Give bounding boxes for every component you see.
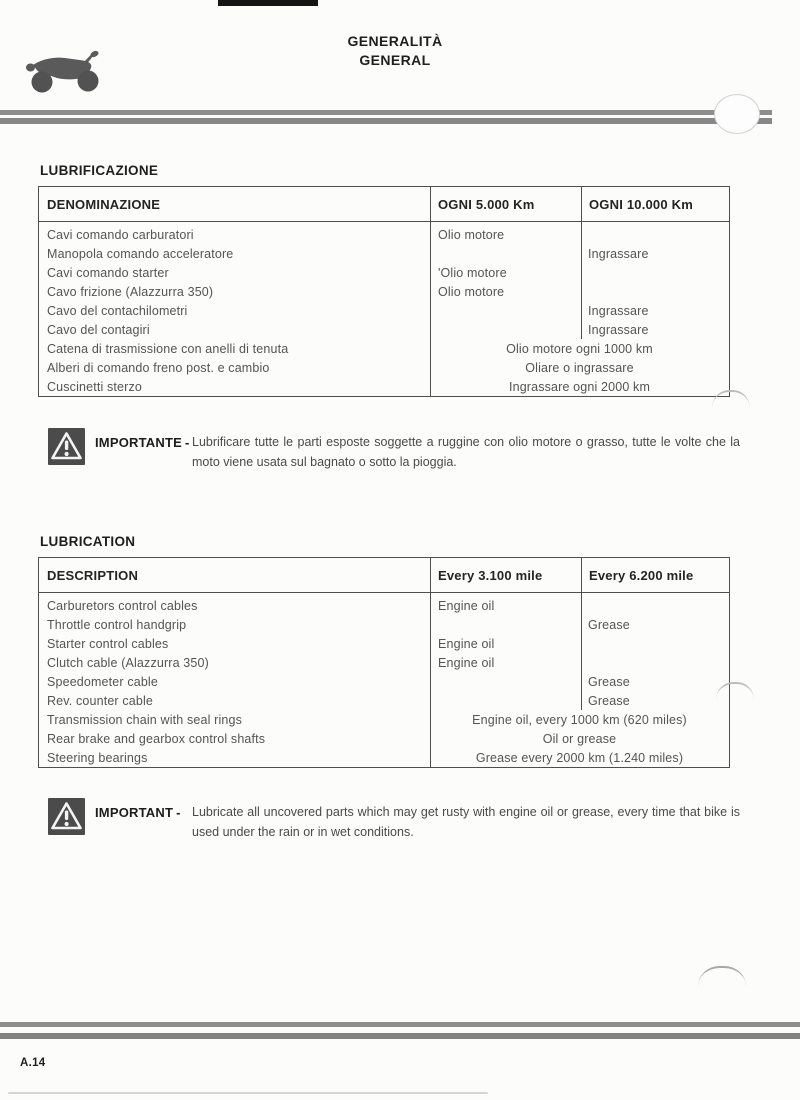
table-row bbox=[39, 263, 729, 282]
table-row bbox=[39, 339, 729, 358]
table-row bbox=[39, 377, 729, 396]
horizontal-rule bbox=[0, 1022, 800, 1027]
row-name: Cavo del contachilometri bbox=[47, 303, 188, 318]
row-name: Starter control cables bbox=[47, 636, 169, 651]
column-header-description: DESCRIPTION bbox=[47, 567, 139, 583]
table-body bbox=[39, 222, 729, 396]
row-name: Transmission chain with seal rings bbox=[47, 712, 242, 727]
note-text: Lubricate all uncovered parts which may get rusty with engine oil or grease, every time that bike is used under the rain or in wet conditions. bbox=[192, 805, 740, 839]
section-title-lubrication: LUBRICATION bbox=[40, 534, 136, 549]
row-name: Catena di trasmissione con anelli di tenuta bbox=[47, 341, 289, 356]
row-name: Cavi comando carburatori bbox=[47, 227, 194, 242]
column-header-denominazione: DENOMINAZIONE bbox=[47, 196, 161, 212]
row-interval-span: Engine oil, every 1000 km (620 miles) bbox=[472, 712, 687, 727]
row-name: Cavo del contagiri bbox=[47, 322, 150, 337]
note-label-text: IMPORTANT bbox=[95, 805, 174, 820]
page-title-english: GENERAL bbox=[359, 52, 431, 68]
row-interval-span: Oliare o ingrassare bbox=[525, 360, 634, 375]
horizontal-rule bbox=[0, 118, 772, 124]
row-name: Steering bearings bbox=[47, 750, 148, 765]
column-header-every-6200: Every 6.200 mile bbox=[589, 567, 694, 583]
scan-artifact-top-bar bbox=[218, 0, 318, 6]
note-label bbox=[95, 433, 192, 453]
row-name: Clutch cable (Alazzurra 350) bbox=[47, 655, 209, 670]
table-row bbox=[39, 710, 729, 729]
row-name: Carburetors control cables bbox=[47, 598, 198, 613]
table-header-row bbox=[39, 558, 729, 593]
column-header-ogni-5000: OGNI 5.000 Km bbox=[438, 196, 535, 212]
table-row bbox=[39, 282, 729, 301]
note-separator: - bbox=[176, 805, 181, 820]
table-row bbox=[39, 748, 729, 767]
table-column-divider bbox=[430, 187, 431, 396]
binder-hole bbox=[714, 94, 760, 134]
note-text: Lubrificare tutte le parti esposte soggette a ruggine con olio motore o grasso, tutte le volte che la moto viene usata sul bagnato o sotto la pioggia. bbox=[192, 435, 740, 469]
note-separator: - bbox=[184, 435, 190, 450]
row-name: Speedometer cable bbox=[47, 674, 158, 689]
row-interval-2: Ingrassare bbox=[588, 246, 649, 261]
table-row bbox=[39, 320, 729, 339]
table-body bbox=[39, 593, 729, 767]
table-row bbox=[39, 244, 729, 263]
row-name: Throttle control handgrip bbox=[47, 617, 187, 632]
table-column-divider bbox=[581, 558, 582, 710]
row-interval-span: Grease every 2000 km (1.240 miles) bbox=[475, 750, 684, 765]
row-name: Alberi di comando freno post. e cambio bbox=[47, 360, 270, 375]
table-row bbox=[39, 672, 729, 691]
horizontal-rule bbox=[0, 110, 772, 115]
table-row bbox=[39, 225, 729, 244]
row-interval-1: Olio motore bbox=[438, 227, 505, 242]
row-interval-2: Grease bbox=[588, 617, 630, 632]
warning-triangle-icon bbox=[48, 798, 85, 835]
row-name: Rev. counter cable bbox=[47, 693, 153, 708]
row-interval-span: Oil or grease bbox=[542, 731, 617, 746]
row-interval-span: Olio motore ogni 1000 km bbox=[506, 341, 653, 356]
important-note-english bbox=[95, 803, 740, 842]
table-row bbox=[39, 653, 729, 672]
row-interval-2: Grease bbox=[588, 693, 630, 708]
row-name: Cuscinetti sterzo bbox=[47, 379, 142, 394]
note-label bbox=[95, 803, 192, 823]
lubrication-table-english bbox=[38, 557, 730, 768]
row-name: Rear brake and gearbox control shafts bbox=[47, 731, 266, 746]
page-number: A.14 bbox=[20, 1057, 46, 1069]
table-header-row bbox=[39, 187, 729, 222]
page-title-italian: GENERALITÀ bbox=[347, 33, 443, 49]
row-interval-2: Ingrassare bbox=[588, 303, 649, 318]
row-interval-1: Engine oil bbox=[438, 636, 495, 651]
row-interval-2: Ingrassare bbox=[588, 322, 649, 337]
important-note-italian bbox=[95, 433, 740, 472]
table-column-divider bbox=[430, 558, 431, 767]
horizontal-rule bbox=[0, 1033, 800, 1039]
row-name: Manopola comando acceleratore bbox=[47, 246, 234, 261]
table-row bbox=[39, 691, 729, 710]
row-interval-2: Grease bbox=[588, 674, 630, 689]
page-title bbox=[0, 32, 790, 70]
table-column-divider bbox=[581, 187, 582, 339]
row-interval-span: Ingrassare ogni 2000 km bbox=[508, 379, 651, 394]
section-title-lubrificazione: LUBRIFICAZIONE bbox=[40, 163, 159, 178]
scan-artifact-page-curl bbox=[698, 966, 746, 986]
table-row bbox=[39, 358, 729, 377]
table-row bbox=[39, 729, 729, 748]
table-row bbox=[39, 301, 729, 320]
table-row bbox=[39, 615, 729, 634]
warning-triangle-icon bbox=[48, 428, 85, 465]
table-row bbox=[39, 634, 729, 653]
column-header-ogni-10000: OGNI 10.000 Km bbox=[589, 196, 693, 212]
row-name: Cavo frizione (Alazzurra 350) bbox=[47, 284, 214, 299]
lubrication-table-italian bbox=[38, 186, 730, 397]
row-interval-1: Engine oil bbox=[438, 598, 495, 613]
row-interval-1: Olio motore bbox=[438, 284, 505, 299]
row-name: Cavi comando starter bbox=[47, 265, 169, 280]
scan-artifact-bottom-edge bbox=[8, 1092, 488, 1094]
table-row bbox=[39, 596, 729, 615]
row-interval-1: Engine oil bbox=[438, 655, 495, 670]
column-header-every-3100: Every 3.100 mile bbox=[438, 567, 543, 583]
note-label-text: IMPORTANTE bbox=[95, 435, 182, 450]
row-interval-1: 'Olio motore bbox=[438, 265, 507, 280]
